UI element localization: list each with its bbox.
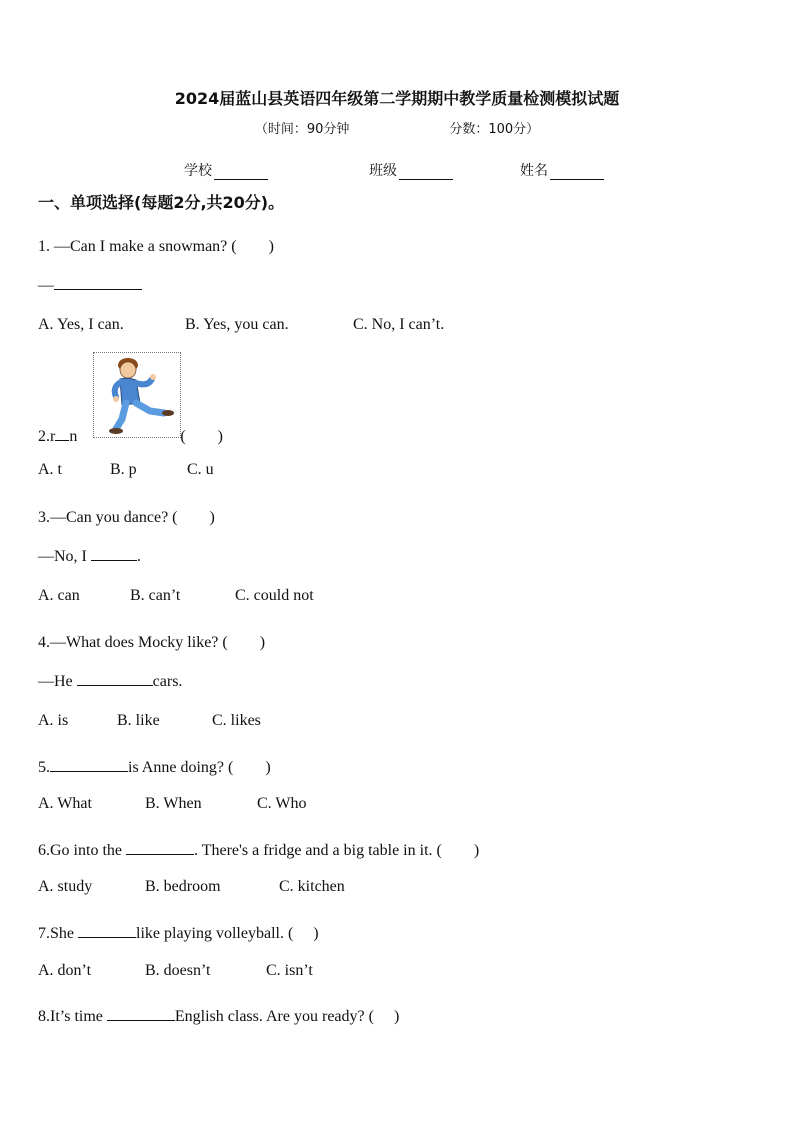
option[interactable]: B. like [117, 712, 160, 729]
option[interactable]: C. kitchen [279, 878, 345, 895]
answer-blank[interactable] [126, 840, 194, 855]
question-4-reply-suffix: cars. [152, 673, 183, 690]
question-2-options [38, 461, 214, 479]
question-4-stem: 4.—What does Mocky like? ( ) [38, 634, 266, 651]
option[interactable]: C. isn’t [266, 962, 313, 979]
question-8-prefix: 8.It’s time [38, 1008, 103, 1025]
question-3-stem: 3.—Can you dance? ( ) [38, 509, 215, 526]
answer-blank[interactable] [77, 671, 153, 686]
question-4-options [38, 712, 261, 730]
school-field[interactable] [184, 160, 268, 180]
option[interactable]: A. can [38, 587, 80, 604]
question-5-options [38, 795, 306, 813]
option[interactable]: A. don’t [38, 962, 92, 979]
class-field[interactable] [369, 160, 453, 180]
option[interactable]: B. doesn’t [145, 962, 211, 979]
name-blank[interactable] [550, 165, 604, 180]
option[interactable]: B. p [110, 461, 137, 478]
answer-blank[interactable] [107, 1006, 175, 1021]
question-7-options [38, 962, 313, 980]
question-6-options [38, 878, 345, 896]
question-1-stem: 1. —Can I make a snowman? ( ) [38, 238, 274, 255]
class-label: 班级 [369, 163, 397, 179]
question-8-stem [38, 1003, 399, 1026]
question-5-suffix: is Anne doing? ( ) [128, 759, 271, 776]
answer-blank[interactable] [54, 275, 142, 290]
option[interactable]: A. Yes, I can. [38, 316, 124, 333]
school-label: 学校 [184, 163, 212, 179]
class-blank[interactable] [399, 165, 453, 180]
option[interactable]: C. likes [212, 712, 261, 729]
question-1-reply-dash: — [38, 277, 54, 294]
question-4-reply [38, 671, 182, 691]
page-title: 2024届蓝山县英语四年级第二学期期中教学质量检测模拟试题 [174, 89, 620, 108]
question-3-reply [38, 546, 141, 566]
exam-time: （时间：90分钟 [254, 122, 350, 137]
option[interactable]: B. bedroom [145, 878, 221, 895]
question-5-stem [38, 754, 271, 777]
question-6-prefix: 6.Go into the [38, 842, 122, 859]
question-1-reply [38, 275, 142, 295]
option[interactable]: C. u [187, 461, 214, 478]
name-field[interactable] [520, 160, 604, 180]
option[interactable]: A. study [38, 878, 93, 895]
question-6-stem [38, 837, 479, 860]
question-4-reply-prefix: —He [38, 673, 73, 690]
exam-score: 分数：100分） [449, 122, 540, 137]
option[interactable]: B. When [145, 795, 202, 812]
name-label: 姓名 [520, 163, 548, 179]
question-3-options [38, 587, 314, 605]
school-blank[interactable] [214, 165, 268, 180]
answer-blank[interactable] [91, 546, 137, 561]
question-1-options [38, 316, 444, 334]
question-7-stem [38, 920, 319, 943]
option[interactable]: C. could not [235, 587, 314, 604]
option[interactable]: B. Yes, you can. [185, 316, 289, 333]
question-5-prefix: 5. [38, 759, 50, 776]
answer-paren[interactable]: ( ) [180, 428, 223, 445]
question-2-prefix: 2.r [38, 428, 56, 445]
answer-blank[interactable] [78, 923, 136, 938]
question-7-suffix: like playing volleyball. ( ) [136, 925, 319, 942]
question-2-stem [38, 423, 223, 446]
section-heading: 一、单项选择(每题2分,共20分)。 [38, 193, 285, 212]
question-3-reply-suffix: . [136, 548, 141, 565]
option[interactable]: C. No, I can’t. [353, 316, 445, 333]
answer-blank[interactable] [50, 757, 128, 772]
question-7-prefix: 7.She [38, 925, 74, 942]
option[interactable]: A. is [38, 712, 69, 729]
question-3-reply-prefix: —No, I [38, 548, 87, 565]
answer-blank[interactable] [55, 426, 69, 441]
exam-meta [0, 118, 794, 137]
question-6-suffix: . There's a fridge and a big table in it. ( ) [194, 842, 480, 859]
option[interactable]: A. t [38, 461, 62, 478]
option[interactable]: C. Who [257, 795, 307, 812]
option[interactable]: A. What [38, 795, 92, 812]
question-2-suffix: n [69, 428, 78, 445]
option[interactable]: B. can’t [130, 587, 181, 604]
question-8-suffix: English class. Are you ready? ( ) [174, 1008, 400, 1025]
